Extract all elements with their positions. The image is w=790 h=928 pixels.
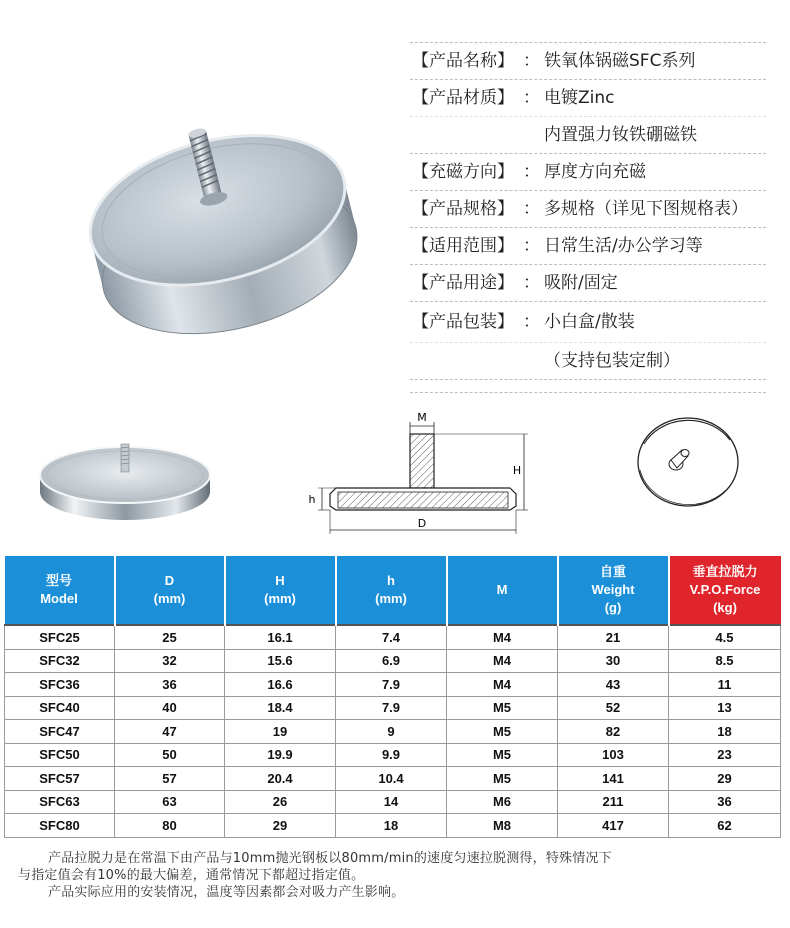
- table-cell: SFC36: [5, 673, 115, 697]
- table-cell: M6: [447, 790, 558, 814]
- table-cell: 40: [115, 696, 225, 720]
- header-height: H (mm): [225, 556, 336, 625]
- table-cell: 14: [336, 790, 447, 814]
- spec-value: 电镀Zinc: [544, 88, 615, 108]
- header-base-height: h (mm): [336, 556, 447, 625]
- table-cell: M8: [447, 814, 558, 838]
- spec-colon: ：: [523, 236, 540, 256]
- table-row: [5, 673, 781, 697]
- spec-value: 内置强力钕铁硼磁铁: [544, 125, 697, 145]
- table-cell: SFC25: [5, 625, 115, 649]
- table-cell: M4: [447, 673, 558, 697]
- spec-label: 【产品材质】: [412, 88, 514, 108]
- footnotes: [18, 850, 778, 901]
- diagram-label-m: M: [417, 411, 427, 424]
- table-cell: 7.4: [336, 625, 447, 649]
- table-cell: 15.6: [225, 649, 336, 673]
- table-cell: 29: [669, 767, 781, 791]
- table-cell: 8.5: [669, 649, 781, 673]
- spec-row-material-cont: [410, 116, 766, 153]
- table-cell: 57: [115, 767, 225, 791]
- table-cell: 18.4: [225, 696, 336, 720]
- table-cell: 18: [336, 814, 447, 838]
- table-cell: 80: [115, 814, 225, 838]
- spec-row-name: [410, 42, 766, 79]
- table-cell: 82: [558, 720, 669, 744]
- spec-row-size: [410, 190, 766, 227]
- table-cell: SFC40: [5, 696, 115, 720]
- table-cell: M5: [447, 696, 558, 720]
- table-cell: 50: [115, 743, 225, 767]
- table-cell: 9: [336, 720, 447, 744]
- header-weight: 自重 Weight (g): [558, 556, 669, 625]
- table-cell: 25: [115, 625, 225, 649]
- spec-colon: ：: [523, 162, 540, 182]
- table-cell: 21: [558, 625, 669, 649]
- spec-colon: ：: [523, 199, 540, 219]
- table-cell: SFC80: [5, 814, 115, 838]
- table-cell: 30: [558, 649, 669, 673]
- spec-row-scope: [410, 227, 766, 264]
- table-cell: 20.4: [225, 767, 336, 791]
- table-header-row: [5, 556, 781, 625]
- footnote-line: 产品实际应用的安装情况，温度等因素都会对吸力产生影响。: [48, 885, 405, 900]
- table-row: [5, 743, 781, 767]
- dimension-diagram: [296, 410, 536, 540]
- product-photo-small: [30, 430, 220, 530]
- table-cell: 417: [558, 814, 669, 838]
- table-cell: SFC63: [5, 790, 115, 814]
- table-cell: 16.1: [225, 625, 336, 649]
- spec-row-magnetization: [410, 153, 766, 190]
- diagram-label-h-upper: H: [512, 464, 522, 477]
- table-cell: M5: [447, 720, 558, 744]
- table-row: [5, 767, 781, 791]
- isometric-drawing: [630, 410, 750, 510]
- spec-row-packaging-cont: [410, 342, 766, 379]
- spec-divider: [410, 379, 766, 380]
- table-cell: 18: [669, 720, 781, 744]
- table-cell: M5: [447, 767, 558, 791]
- table-row: [5, 720, 781, 744]
- table-cell: 7.9: [336, 673, 447, 697]
- spec-table: [4, 556, 781, 838]
- table-cell: M5: [447, 743, 558, 767]
- spec-label: 【产品名称】: [412, 51, 514, 71]
- table-cell: SFC57: [5, 767, 115, 791]
- spec-value: 多规格（详见下图规格表）: [544, 199, 748, 219]
- spec-value: （支持包装定制）: [544, 351, 680, 371]
- header-thread: M: [447, 556, 558, 625]
- spec-label: 【产品规格】: [412, 199, 514, 219]
- spec-label: 【充磁方向】: [412, 162, 514, 182]
- spec-value: 厚度方向充磁: [544, 162, 646, 182]
- spec-colon: ：: [523, 88, 540, 108]
- spec-colon: ：: [523, 312, 540, 332]
- table-cell: SFC50: [5, 743, 115, 767]
- footnote-line: 产品拉脱力是在常温下由产品与10mm抛光钢板以80mm/min的速度匀速拉脱测得，特殊情况下: [48, 851, 612, 866]
- table-cell: 36: [115, 673, 225, 697]
- spec-value: 铁氧体锅磁SFC系列: [544, 51, 696, 71]
- spec-row-packaging: [410, 301, 766, 342]
- table-row: [5, 814, 781, 838]
- table-row: [5, 790, 781, 814]
- table-cell: M4: [447, 625, 558, 649]
- table-cell: SFC47: [5, 720, 115, 744]
- spec-value: 日常生活/办公学习等: [544, 236, 703, 256]
- spec-value: 小白盒/散装: [544, 312, 635, 332]
- table-cell: 16.6: [225, 673, 336, 697]
- table-cell: 43: [558, 673, 669, 697]
- header-pull-force: 垂直拉脱力 V.P.O.Force (kg): [669, 556, 781, 625]
- spec-row-material: [410, 79, 766, 116]
- header-model: 型号 Model: [5, 556, 115, 625]
- section-divider: [410, 392, 766, 393]
- table-cell: 211: [558, 790, 669, 814]
- table-cell: 47: [115, 720, 225, 744]
- table-cell: 10.4: [336, 767, 447, 791]
- table-cell: M4: [447, 649, 558, 673]
- table-cell: 103: [558, 743, 669, 767]
- product-photo-large: [70, 70, 370, 340]
- table-cell: 36: [669, 790, 781, 814]
- spec-label: 【产品包装】: [412, 312, 514, 332]
- spec-label: 【适用范围】: [412, 236, 514, 256]
- table-cell: 4.5: [669, 625, 781, 649]
- spec-colon: ：: [523, 273, 540, 293]
- table-cell: 52: [558, 696, 669, 720]
- table-cell: 19: [225, 720, 336, 744]
- table-cell: 11: [669, 673, 781, 697]
- spec-colon: ：: [523, 51, 540, 71]
- table-cell: 32: [115, 649, 225, 673]
- spec-row-usage: [410, 264, 766, 301]
- table-row: [5, 696, 781, 720]
- table-cell: 7.9: [336, 696, 447, 720]
- table-cell: 6.9: [336, 649, 447, 673]
- table-cell: 19.9: [225, 743, 336, 767]
- table-row: [5, 649, 781, 673]
- table-cell: 13: [669, 696, 781, 720]
- table-cell: SFC32: [5, 649, 115, 673]
- table-cell: 62: [669, 814, 781, 838]
- header-diameter: D (mm): [115, 556, 225, 625]
- spec-list: [410, 42, 766, 380]
- table-row: [5, 625, 781, 649]
- table-body: [5, 625, 781, 837]
- diagram-label-h-lower: h: [308, 493, 316, 506]
- diagram-label-d: D: [417, 517, 427, 530]
- footnote-line: 与指定值会有10%的最大偏差，通常情况下都超过指定值。: [18, 868, 365, 883]
- spec-value: 吸附/固定: [544, 273, 618, 293]
- table-cell: 29: [225, 814, 336, 838]
- table-cell: 63: [115, 790, 225, 814]
- table-cell: 9.9: [336, 743, 447, 767]
- table-cell: 26: [225, 790, 336, 814]
- spec-label: 【产品用途】: [412, 273, 514, 293]
- table-cell: 23: [669, 743, 781, 767]
- table-cell: 141: [558, 767, 669, 791]
